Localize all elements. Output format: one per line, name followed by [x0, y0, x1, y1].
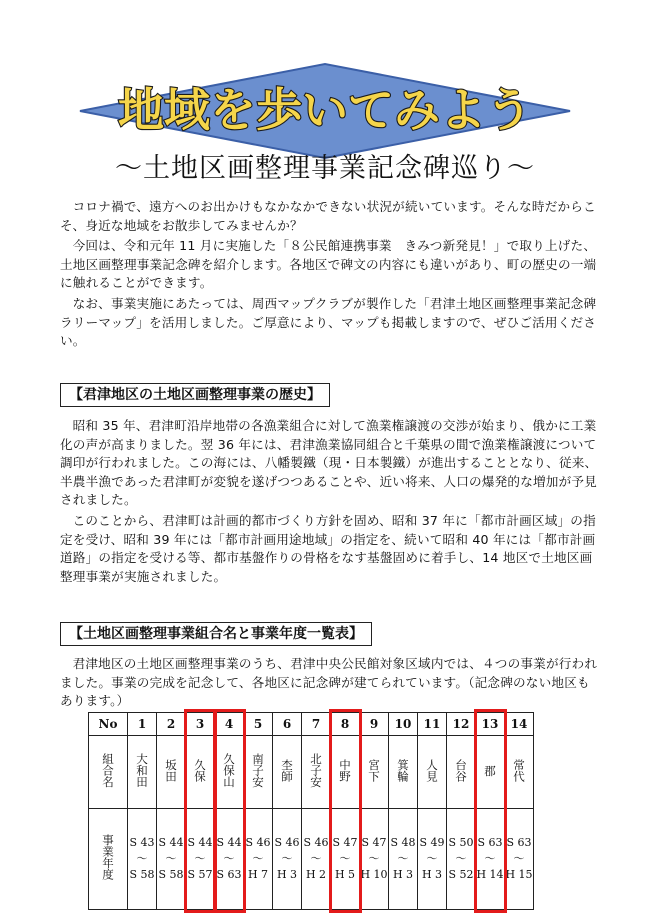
column-name: [418, 736, 447, 809]
year-range-mark: ～: [397, 852, 409, 865]
year-end: S 58: [129, 868, 155, 881]
year-range-mark: ～: [455, 852, 467, 865]
column-no: 7: [302, 713, 331, 736]
year-range-mark: ～: [513, 852, 525, 865]
column-years: [186, 809, 215, 910]
year-start: S 47: [361, 836, 387, 849]
column-years: [215, 809, 244, 910]
column-name: [302, 736, 331, 809]
header-year: 事業年度: [89, 809, 128, 910]
column-years: [447, 809, 476, 910]
column-no: 11: [418, 713, 447, 736]
project-table: [88, 712, 534, 910]
year-start: S 49: [419, 836, 445, 849]
year-end: H 5: [334, 868, 356, 881]
column-no: 12: [447, 713, 476, 736]
column-name: [244, 736, 273, 809]
page-subtitle: ～土地区画整理事業記念碑巡り～: [115, 153, 535, 184]
year-start: S 63: [477, 836, 503, 849]
year-range-mark: ～: [194, 852, 206, 865]
year-range-mark: ～: [281, 852, 293, 865]
column-name: [157, 736, 186, 809]
column-years: [244, 809, 273, 910]
district-name: 中野: [338, 759, 352, 782]
intro-paragraph-2: 今回は、令和元年 11 月に実施した「８公民館連携事業 きみつ新発見！」で取り上げた、土地区画整理事業記念碑を紹介します。各地区で碑文の内容にも違いがあり、町の歴史の一端に触れることができます。: [60, 238, 597, 291]
year-end: H 15: [505, 868, 533, 881]
intro-paragraph-3: なお、事業実施にあたっては、周西マップクラブが製作した「君津土地区画整理事業記念碑ラリーマップ」を活用しました。ご厚意により、マップも掲載しますので、ぜひご活用ください。: [60, 296, 597, 349]
column-name: [128, 736, 157, 809]
district-name: 宮下: [367, 759, 381, 782]
column-no: 3: [186, 713, 215, 736]
table-row-no: [89, 713, 534, 736]
year-end: H 2: [305, 868, 327, 881]
year-start: S 44: [216, 836, 242, 849]
table-row-year: [89, 809, 534, 910]
district-name: 郡: [483, 764, 497, 777]
year-range-mark: ～: [339, 852, 351, 865]
header-no: No: [89, 713, 128, 736]
district-name: 北子安: [309, 753, 323, 788]
banner-title: 地域を歩いてみよう: [118, 83, 532, 137]
history-paragraph-2: このことから、君津町は計画的都市づくり方針を固め、昭和 37 年に「都市計画区域」の指定を受け、昭和 39 年には「都市計画用途地域」の指定を、続いて昭和 40 年には「都市計画道路」の指定を受ける等、都市基盤作りの骨格をなす基盤固めに着手し、14 地区で土地区画整理事業が実施されました。: [60, 513, 596, 584]
district-name: 坂田: [164, 759, 178, 782]
column-years: [273, 809, 302, 910]
column-years: [302, 809, 331, 910]
column-no: 8: [331, 713, 360, 736]
year-start: S 44: [158, 836, 184, 849]
column-name: [331, 736, 360, 809]
year-start: S 46: [274, 836, 300, 849]
year-start: S 46: [303, 836, 329, 849]
column-name: [273, 736, 302, 809]
year-end: S 58: [158, 868, 184, 881]
column-name: [447, 736, 476, 809]
year-end: S 63: [216, 868, 242, 881]
section-heading-history: 【君津地区の土地区画整理事業の歴史】: [60, 383, 330, 407]
year-range-mark: ～: [310, 852, 322, 865]
district-name: 久保山: [222, 753, 236, 788]
year-range-mark: ～: [223, 852, 235, 865]
year-range-mark: ～: [368, 852, 380, 865]
year-start: S 63: [506, 836, 532, 849]
column-no: 4: [215, 713, 244, 736]
district-name: 大和田: [135, 753, 149, 788]
table-row-name: [89, 736, 534, 809]
column-no: 6: [273, 713, 302, 736]
year-end: S 57: [187, 868, 213, 881]
year-range-mark: ～: [165, 852, 177, 865]
district-name: 常代: [512, 759, 526, 782]
column-years: [157, 809, 186, 910]
year-end: H 7: [247, 868, 269, 881]
year-start: S 46: [245, 836, 271, 849]
column-no: 14: [505, 713, 534, 736]
column-name: [215, 736, 244, 809]
column-no: 9: [360, 713, 389, 736]
column-name: [360, 736, 389, 809]
column-years: [418, 809, 447, 910]
column-years: [128, 809, 157, 910]
year-range-mark: ～: [252, 852, 264, 865]
year-start: S 48: [390, 836, 416, 849]
column-no: 1: [128, 713, 157, 736]
column-years: [331, 809, 360, 910]
district-name: 箕輪: [396, 759, 410, 782]
history-paragraph-1: 昭和 35 年、君津町沿岸地帯の各漁業組合に対して漁業権譲渡の交渉が始まり、俄かに工業化の声が高まりました。翌 36 年には、君津漁業協同組合と千葉県の間で漁業権譲渡について調印が行われました。この海には、八幡製鐵（現・日本製鐵）が進出することとなり、従来、半農半漁であった君津町が変貌を遂げつつあることや、近い将来、人口の爆発的な増加が予見されました。: [60, 418, 598, 508]
district-name: 人見: [425, 759, 439, 782]
year-range-mark: ～: [484, 852, 496, 865]
column-name: [476, 736, 505, 809]
table-intro-paragraph: 君津地区の土地区画整理事業のうち、君津中央公民館対象区域内では、４つの事業が行われました。事業の完成を記念して、各地区に記念碑が建てられています。（記念碑のない地区もあります。）: [60, 656, 598, 709]
column-name: [186, 736, 215, 809]
column-name: [389, 736, 418, 809]
section-heading-table: 【土地区画整理事業組合名と事業年度一覧表】: [60, 622, 372, 646]
year-start: S 44: [187, 836, 213, 849]
year-range-mark: ～: [136, 852, 148, 865]
intro-paragraph-1: コロナ禍で、遠方へのお出かけもなかなかできない状況が続いています。そんな時だからこそ、身近な地域をお散歩してみませんか？: [60, 199, 596, 233]
column-no: 10: [389, 713, 418, 736]
column-no: 13: [476, 713, 505, 736]
year-end: H 3: [392, 868, 414, 881]
header-name: 組合名: [89, 736, 128, 809]
year-start: S 47: [332, 836, 358, 849]
year-start: S 43: [129, 836, 155, 849]
year-end: H 3: [421, 868, 443, 881]
year-end: H 3: [276, 868, 298, 881]
district-name: 久保: [193, 759, 207, 782]
column-years: [476, 809, 505, 910]
column-years: [360, 809, 389, 910]
year-end: H 10: [360, 868, 388, 881]
district-name: 台谷: [454, 759, 468, 782]
district-name: 南子安: [251, 753, 265, 788]
column-name: [505, 736, 534, 809]
column-years: [389, 809, 418, 910]
year-end: H 14: [476, 868, 504, 881]
district-name: 杢師: [280, 759, 294, 782]
year-end: S 52: [448, 868, 474, 881]
year-range-mark: ～: [426, 852, 438, 865]
column-no: 5: [244, 713, 273, 736]
year-start: S 50: [448, 836, 474, 849]
column-no: 2: [157, 713, 186, 736]
column-years: [505, 809, 534, 910]
